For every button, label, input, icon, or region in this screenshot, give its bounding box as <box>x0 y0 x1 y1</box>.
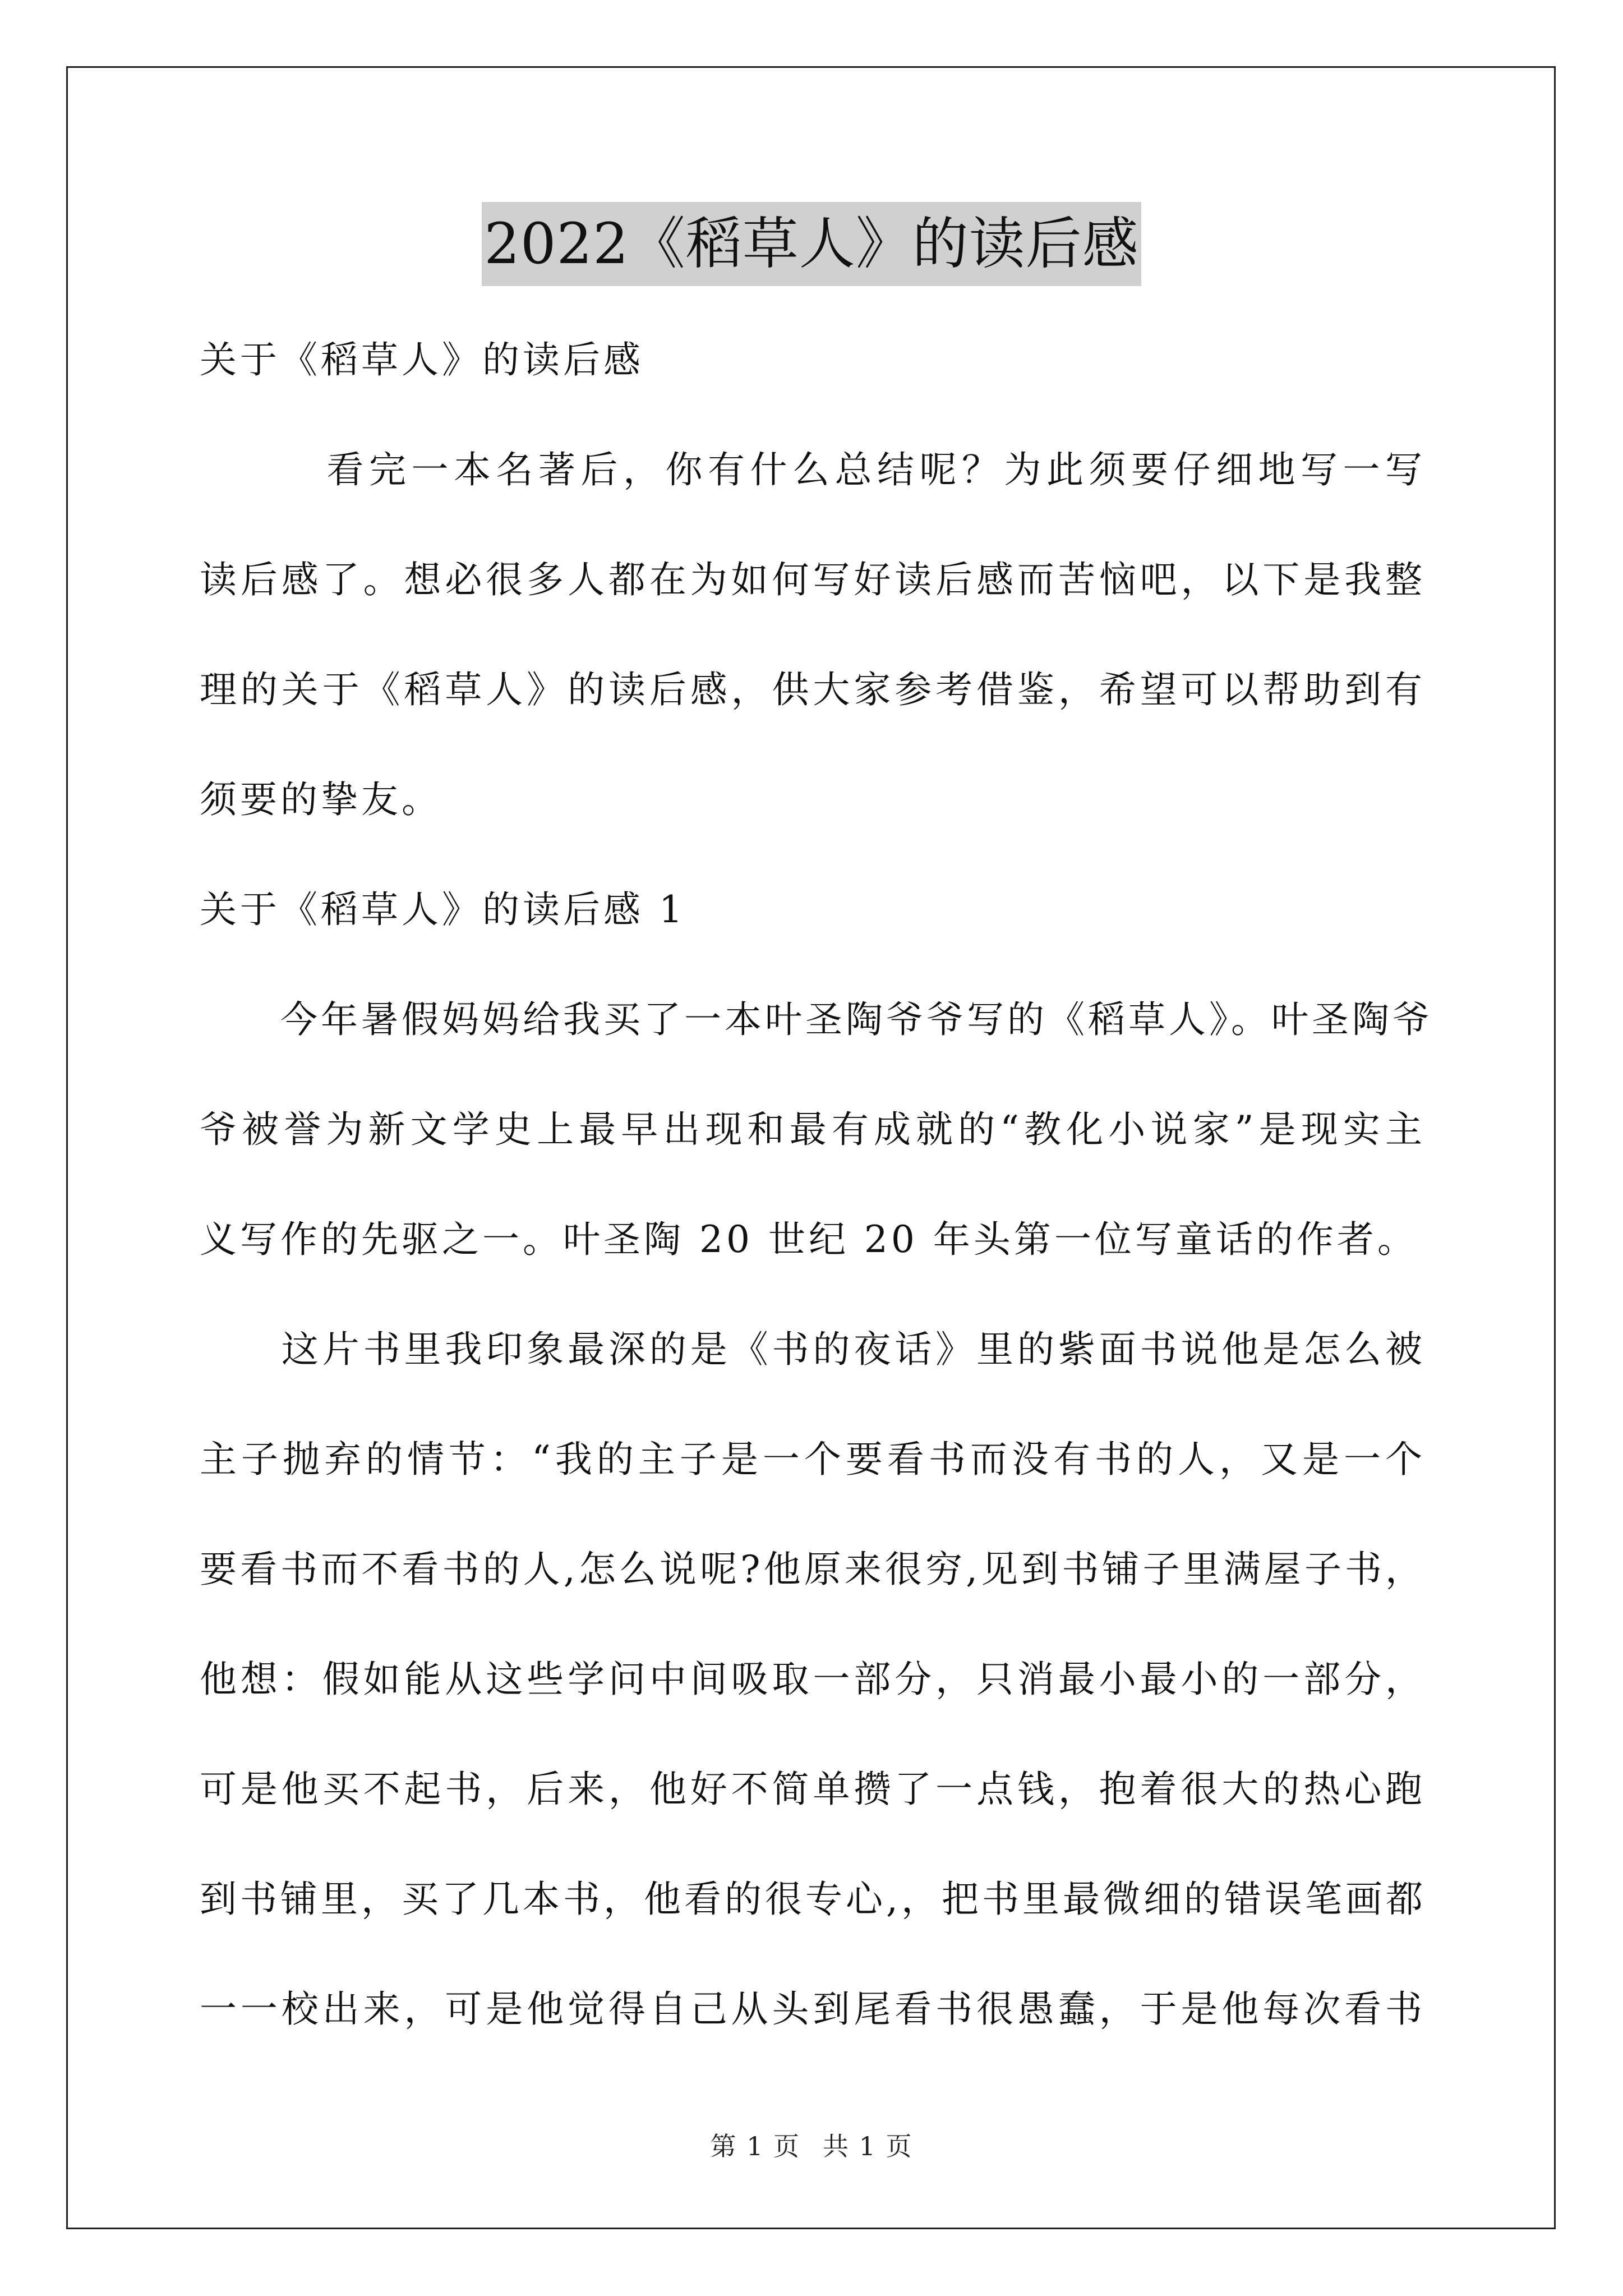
document-title: 2022《稻草人》的读后感 <box>482 202 1141 286</box>
paragraph-line: 看完一本名著后，你有什么总结呢？为此须要仔细地写一写 <box>200 448 1426 491</box>
section-heading: 关于《稻草人》的读后感 <box>200 338 644 381</box>
paragraph-line: 今年暑假妈妈给我买了一本叶圣陶爷爷写的《稻草人》。叶圣陶爷 <box>200 998 1433 1041</box>
page-footer <box>0 2126 1623 2163</box>
title-container <box>0 202 1623 286</box>
paragraph-line: 可是他买不起书，后来，他好不简单攒了一点钱，抱着很大的热心跑 <box>200 1768 1426 1811</box>
paragraph-line: 爷被誉为新文学史上最早出现和最有成就的“教化小说家”是现实主 <box>200 1108 1426 1151</box>
paragraph-line: 这片书里我印象最深的是《书的夜话》里的紫面书说他是怎么被 <box>200 1328 1426 1371</box>
page-number-current: 第 1 页 <box>710 2131 800 2161</box>
paragraph-line: 须要的挚友。 <box>200 778 442 821</box>
page-number-total: 共 1 页 <box>823 2131 913 2161</box>
paragraph-line: 主子抛弃的情节：“我的主子是一个要看书而没有书的人，又是一个 <box>200 1438 1426 1481</box>
paragraph-line: 到书铺里，买了几本书，他看的很专心,，把书里最微细的错误笔画都 <box>200 1878 1426 1921</box>
paragraph-line: 要看书而不看书的人,怎么说呢?他原来很穷,见到书铺子里满屋子书， <box>200 1548 1426 1591</box>
section-heading: 关于《稻草人》的读后感 1 <box>200 888 686 931</box>
paragraph-line: 理的关于《稻草人》的读后感，供大家参考借鉴，希望可以帮助到有 <box>200 668 1426 711</box>
paragraph-line: 读后感了。想必很多人都在为如何写好读后感而苦恼吧，以下是我整 <box>200 558 1426 601</box>
paragraph-line: 义写作的先驱之一。叶圣陶 20 世纪 20 年头第一位写童话的作者。 <box>200 1218 1418 1261</box>
document-body <box>200 305 1433 2064</box>
paragraph-line: 他想：假如能从这些学问中间吸取一部分，只消最小最小的一部分， <box>200 1658 1426 1701</box>
paragraph-line: 一一校出来，可是他觉得自己从头到尾看书很愚蠢，于是他每次看书 <box>200 1987 1426 2031</box>
